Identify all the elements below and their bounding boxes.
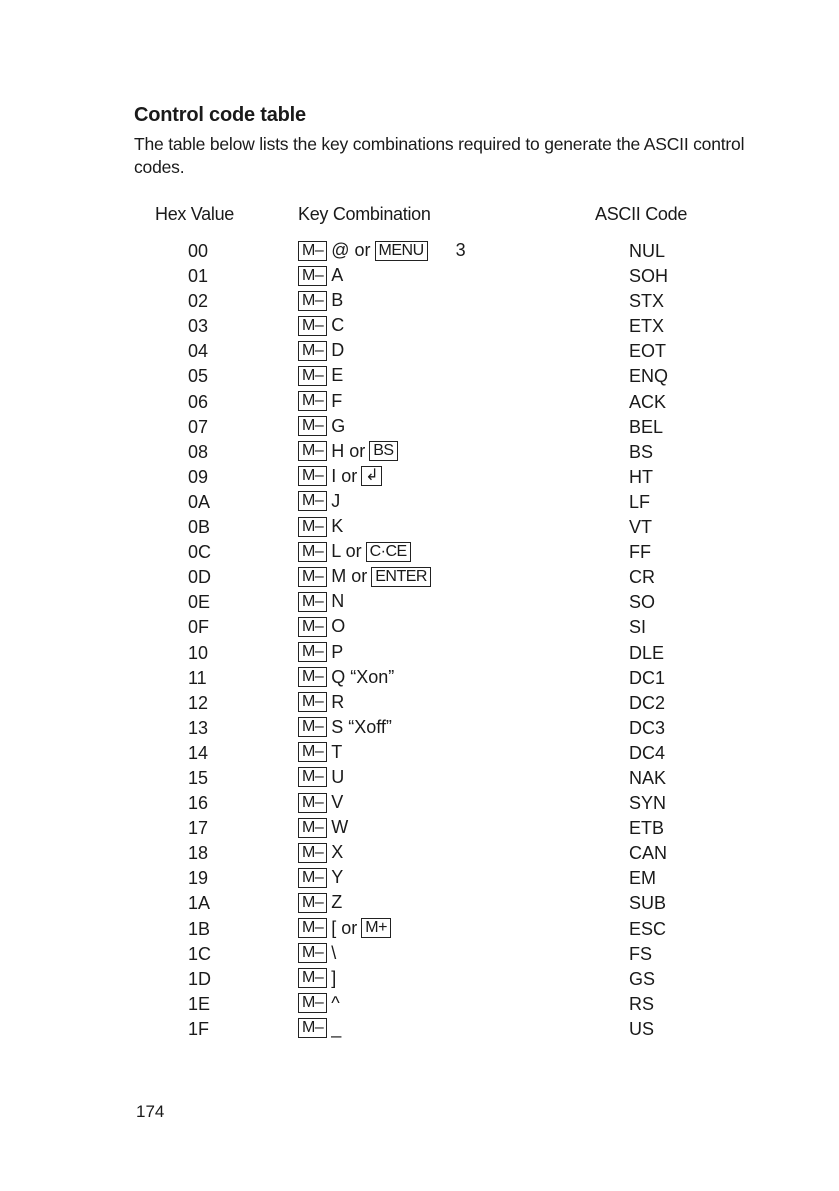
table-row bbox=[0, 792, 839, 817]
key-cap-m-minus: M– bbox=[298, 542, 327, 562]
key-cap-m-minus: M– bbox=[298, 416, 327, 436]
hex-value: 0E bbox=[188, 592, 211, 613]
key-cap-m-minus: M– bbox=[298, 642, 327, 662]
key-text: Q “Xon” bbox=[331, 666, 395, 687]
key-cap-m-minus: M– bbox=[298, 742, 327, 762]
hex-value: 03 bbox=[188, 316, 209, 337]
table-row bbox=[0, 968, 839, 993]
hex-value: 12 bbox=[188, 692, 209, 713]
key-combination bbox=[298, 817, 348, 838]
key-combination bbox=[298, 867, 343, 888]
key-text: V bbox=[331, 792, 344, 813]
key-cap-alternate: BS bbox=[369, 441, 397, 461]
key-cap-m-minus: M– bbox=[298, 291, 327, 311]
ascii-code: ACK bbox=[629, 391, 667, 412]
key-cap-m-minus: M– bbox=[298, 266, 327, 286]
hex-value: 1C bbox=[188, 943, 212, 964]
hex-value: 18 bbox=[188, 843, 209, 864]
key-cap-m-minus: M– bbox=[298, 918, 327, 938]
key-text: B bbox=[331, 290, 344, 311]
table-row bbox=[0, 441, 839, 466]
table-row bbox=[0, 918, 839, 943]
key-cap-m-minus: M– bbox=[298, 868, 327, 888]
key-combination bbox=[298, 290, 343, 311]
hex-value: 0F bbox=[188, 617, 210, 638]
ascii-code: RS bbox=[629, 993, 655, 1014]
key-combination bbox=[298, 642, 343, 663]
hex-value: 17 bbox=[188, 818, 209, 839]
ascii-code: GS bbox=[629, 968, 656, 989]
ascii-code: STX bbox=[629, 291, 665, 312]
ascii-code: FS bbox=[629, 943, 653, 964]
hex-value: 16 bbox=[188, 793, 209, 814]
key-text: K bbox=[331, 516, 344, 537]
ascii-code: LF bbox=[629, 491, 651, 512]
key-combination bbox=[298, 667, 394, 688]
key-cap-m-minus: M– bbox=[298, 241, 327, 261]
key-cap-alternate: MENU bbox=[375, 241, 428, 261]
key-combination bbox=[298, 416, 345, 437]
key-text: P bbox=[331, 641, 344, 662]
table-row bbox=[0, 466, 839, 491]
key-cap-m-minus: M– bbox=[298, 843, 327, 863]
key-combination bbox=[298, 767, 344, 788]
key-cap-m-minus: M– bbox=[298, 1018, 327, 1038]
key-cap-m-minus: M– bbox=[298, 316, 327, 336]
hex-value: 08 bbox=[188, 441, 209, 462]
ascii-code: NAK bbox=[629, 767, 667, 788]
ascii-code: EOT bbox=[629, 341, 667, 362]
key-combination bbox=[298, 968, 336, 989]
table-row bbox=[0, 943, 839, 968]
column-header-key: Key Combination bbox=[298, 204, 431, 224]
table-row bbox=[0, 290, 839, 315]
hex-value: 19 bbox=[188, 868, 209, 889]
ascii-code: ESC bbox=[629, 918, 667, 939]
ascii-code: SYN bbox=[629, 793, 667, 814]
hex-value: 13 bbox=[188, 717, 209, 738]
key-text: [ or bbox=[331, 917, 358, 938]
hex-value: 07 bbox=[188, 416, 209, 437]
key-cap-m-minus: M– bbox=[298, 968, 327, 988]
key-combination bbox=[298, 315, 344, 336]
key-cap-m-minus: M– bbox=[298, 441, 327, 461]
table-row bbox=[0, 642, 839, 667]
key-cap-m-minus: M– bbox=[298, 466, 327, 486]
key-combination bbox=[298, 591, 344, 612]
key-cap-m-minus: M– bbox=[298, 893, 327, 913]
ascii-code: FF bbox=[629, 542, 651, 563]
ascii-code: EM bbox=[629, 868, 656, 889]
key-cap-m-minus: M– bbox=[298, 818, 327, 838]
key-text: C bbox=[331, 315, 345, 336]
key-text: L or bbox=[331, 541, 362, 562]
key-combination bbox=[298, 842, 343, 863]
table-row bbox=[0, 516, 839, 541]
table-row bbox=[0, 993, 839, 1018]
key-combination bbox=[298, 466, 382, 487]
ascii-code: ETX bbox=[629, 316, 665, 337]
key-combination bbox=[298, 742, 342, 763]
table-row bbox=[0, 591, 839, 616]
key-cap-m-minus: M– bbox=[298, 767, 327, 787]
key-text: @ or bbox=[331, 240, 371, 260]
key-combination bbox=[298, 240, 466, 261]
key-cap-m-minus: M– bbox=[298, 341, 327, 361]
key-combination bbox=[298, 441, 398, 462]
hex-value: 0B bbox=[188, 517, 211, 538]
ascii-code: ETB bbox=[629, 818, 665, 839]
ascii-code: SI bbox=[629, 617, 647, 638]
hex-value: 15 bbox=[188, 767, 209, 788]
hex-value: 1D bbox=[188, 968, 212, 989]
column-header-ascii: ASCII Code bbox=[595, 204, 688, 224]
ascii-code: VT bbox=[629, 517, 653, 538]
key-cap-m-minus: M– bbox=[298, 517, 327, 537]
key-combination bbox=[298, 892, 342, 913]
key-cap-m-minus: M– bbox=[298, 366, 327, 386]
key-text: ] bbox=[331, 967, 337, 988]
table-row bbox=[0, 491, 839, 516]
table-row bbox=[0, 340, 839, 365]
hex-value: 1F bbox=[188, 1018, 210, 1039]
key-cap-m-minus: M– bbox=[298, 793, 327, 813]
hex-value: 01 bbox=[188, 266, 209, 287]
hex-value: 0C bbox=[188, 542, 212, 563]
key-combination bbox=[298, 692, 344, 713]
key-text: Y bbox=[331, 867, 344, 888]
key-text: T bbox=[331, 741, 343, 762]
ascii-code: CR bbox=[629, 567, 655, 588]
table-row bbox=[0, 767, 839, 792]
table-row bbox=[0, 566, 839, 591]
key-text: I or bbox=[331, 465, 358, 486]
key-cap-alternate: ENTER bbox=[371, 567, 431, 587]
table-row bbox=[0, 1018, 839, 1043]
key-cap-m-minus: M– bbox=[298, 592, 327, 612]
key-text: H or bbox=[331, 440, 366, 461]
table-row bbox=[0, 265, 839, 290]
hex-value: 06 bbox=[188, 391, 209, 412]
table-row bbox=[0, 742, 839, 767]
hex-value: 14 bbox=[188, 742, 209, 763]
hex-value: 10 bbox=[188, 642, 209, 663]
key-cap-m-minus: M– bbox=[298, 717, 327, 737]
hex-value: 1B bbox=[188, 918, 211, 939]
ascii-code: ENQ bbox=[629, 366, 669, 387]
ascii-code: DC4 bbox=[629, 742, 666, 763]
key-text: R bbox=[331, 691, 345, 712]
ascii-code: DC1 bbox=[629, 667, 666, 688]
ascii-code: BEL bbox=[629, 416, 664, 437]
key-combination bbox=[298, 391, 342, 412]
section-title: Control code table bbox=[134, 104, 306, 126]
key-cap-m-minus: M– bbox=[298, 667, 327, 687]
page-number: 174 bbox=[136, 1102, 165, 1121]
table-row bbox=[0, 365, 839, 390]
control-code-table bbox=[0, 240, 839, 1043]
key-text: A bbox=[331, 265, 344, 286]
key-text: U bbox=[331, 766, 345, 787]
key-cap-m-minus: M– bbox=[298, 943, 327, 963]
table-row bbox=[0, 692, 839, 717]
intro-paragraph: The table below lists the key combinations required to generate the ASCII control codes. bbox=[134, 134, 745, 177]
table-row bbox=[0, 240, 839, 265]
key-cap-m-minus: M– bbox=[298, 617, 327, 637]
ascii-code: SOH bbox=[629, 266, 669, 287]
key-text: Z bbox=[331, 892, 343, 913]
key-text: ^ bbox=[331, 992, 340, 1013]
key-combination bbox=[298, 516, 343, 537]
key-combination bbox=[298, 491, 340, 512]
hex-value: 02 bbox=[188, 291, 209, 312]
key-combination bbox=[298, 265, 343, 286]
key-cap-m-minus: M– bbox=[298, 993, 327, 1013]
key-text: J bbox=[331, 490, 341, 511]
key-combination bbox=[298, 541, 411, 562]
key-text: S “Xoff” bbox=[331, 716, 392, 737]
ascii-code: DC2 bbox=[629, 692, 666, 713]
ascii-code: DLE bbox=[629, 642, 665, 663]
table-row bbox=[0, 315, 839, 340]
hex-value: 0A bbox=[188, 491, 211, 512]
key-cap-m-minus: M– bbox=[298, 491, 327, 511]
table-row bbox=[0, 892, 839, 917]
hex-value: 00 bbox=[188, 241, 209, 261]
table-row bbox=[0, 817, 839, 842]
key-cap-alternate: ↲ bbox=[361, 466, 382, 486]
table-row bbox=[0, 616, 839, 641]
key-cap-alternate: M+ bbox=[361, 918, 391, 938]
key-text: X bbox=[331, 842, 344, 863]
ascii-code: CAN bbox=[629, 843, 668, 864]
table-row bbox=[0, 416, 839, 441]
hex-value: 1E bbox=[188, 993, 211, 1014]
key-text: O bbox=[331, 616, 346, 637]
ascii-code: NUL bbox=[629, 241, 666, 261]
hex-value: 09 bbox=[188, 466, 209, 487]
key-combination bbox=[298, 943, 336, 964]
key-combination bbox=[298, 717, 392, 738]
key-combination bbox=[298, 993, 340, 1014]
key-text: E bbox=[331, 365, 344, 386]
key-extra: 3 bbox=[455, 240, 466, 260]
hex-value: 05 bbox=[188, 366, 209, 387]
key-combination bbox=[298, 792, 343, 813]
key-combination bbox=[298, 340, 344, 361]
column-header-hex: Hex Value bbox=[155, 204, 235, 224]
ascii-code: SUB bbox=[629, 893, 667, 914]
hex-value: 0D bbox=[188, 567, 212, 588]
key-text: D bbox=[331, 340, 345, 361]
key-text: G bbox=[331, 415, 346, 436]
key-text: N bbox=[331, 591, 345, 612]
key-text: _ bbox=[331, 1017, 342, 1038]
key-cap-m-minus: M– bbox=[298, 391, 327, 411]
key-text: M or bbox=[331, 566, 368, 587]
key-text: F bbox=[331, 390, 343, 411]
table-row bbox=[0, 717, 839, 742]
ascii-code: BS bbox=[629, 441, 654, 462]
key-text: \ bbox=[331, 942, 337, 963]
key-combination bbox=[298, 918, 391, 939]
hex-value: 04 bbox=[188, 341, 209, 362]
ascii-code: DC3 bbox=[629, 717, 666, 738]
ascii-code: US bbox=[629, 1018, 655, 1039]
key-combination bbox=[298, 566, 431, 587]
ascii-code: HT bbox=[629, 466, 653, 487]
key-combination bbox=[298, 365, 343, 386]
hex-value: 11 bbox=[188, 667, 207, 688]
key-text: W bbox=[331, 817, 349, 838]
table-row bbox=[0, 667, 839, 692]
key-combination bbox=[298, 1018, 341, 1039]
key-cap-m-minus: M– bbox=[298, 692, 327, 712]
ascii-code: SO bbox=[629, 592, 656, 613]
key-cap-alternate: C·CE bbox=[366, 542, 411, 562]
table-row bbox=[0, 842, 839, 867]
key-combination bbox=[298, 616, 345, 637]
table-row bbox=[0, 867, 839, 892]
table-row bbox=[0, 391, 839, 416]
key-cap-m-minus: M– bbox=[298, 567, 327, 587]
table-row bbox=[0, 541, 839, 566]
hex-value: 1A bbox=[188, 893, 211, 914]
